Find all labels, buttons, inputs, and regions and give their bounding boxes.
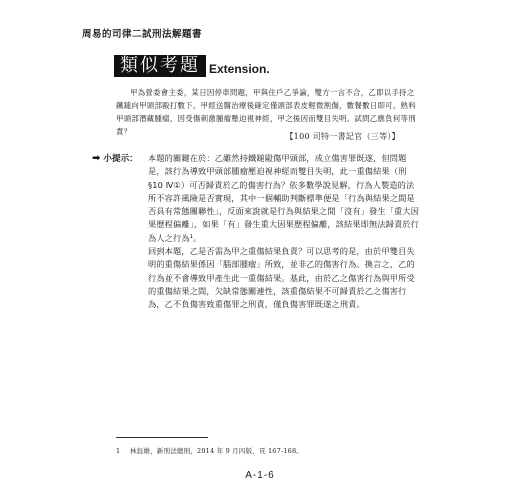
hint-paragraph-2: 回到本題，乙是否需為甲之重傷結果負責？可以思考的是，由於甲雙目失明的重傷結果係因「腦部腫瘤」所致，並非乙的傷害行為。換言之，乙的行為並不會導致甲產生此一重傷結果。基此，由於乙之傷害行為與甲所受的重傷結果之間，欠缺常態關連性，該重傷結果不可歸責於乙之傷害行為，乙不負傷害致重傷罪之刑責，僅負傷害罪既遂之刑責。 xyxy=(148,246,415,310)
footnote xyxy=(116,446,303,455)
footnote-text: 林鈺雄，新刑法總則，2014 年 9 月四版，頁 167-168。 xyxy=(130,447,304,455)
page-number: A-1-6 xyxy=(245,470,275,481)
section-title: 類似考題 xyxy=(114,55,206,77)
running-header: 周易的司律二試刑法解題書 xyxy=(82,29,203,40)
hint-label: 小提示： xyxy=(103,154,138,164)
arrow-icon: ➡ xyxy=(92,152,101,164)
section-title-row xyxy=(114,55,270,77)
hint-paragraph-1: 本題的關鍵在於：乙雖然持鐵鎚毆傷甲頭部，成立傷害罪既遂，但問題是，該行為導致甲頭部腫瘤壓迫視神經而雙目失明，此一重傷結果（刑 §10 Ⅳ①）可否歸責於乙的傷害行為？依多數學說見解，行為人製造的法所不容許風險是否實現，其中一個輔助判斷標準便是「行為與結果之間是否具有常態關聯性」，反面來說就是行為與結果之間「沒有」發生「重大因果歷程偏離」，如果「有」發生重大因果歷程偏離，該結果即無法歸責於行為人之行為¹。 xyxy=(148,153,420,243)
footnote-divider xyxy=(116,437,208,438)
question-source: 【100 司特一書記官（三等）】 xyxy=(285,132,400,141)
footnote-number: 1 xyxy=(116,447,121,455)
hint-body xyxy=(148,152,420,312)
hint-heading xyxy=(92,152,138,164)
question-text: 甲為營委會主委，某日因停車問題，甲與住戶乙爭論，雙方一言不合，乙即以手持之鐵鎚向甲頭部毆打數下。甲經送醫治療後確定僅頭部表皮輕微割傷，數餐數日即可。熟料甲頭部潛藏腫瘤，因受傷刺激腫瘤壓迫視神經，甲之後因而雙目失明。試問乙應負何等刑責？ xyxy=(116,88,416,136)
section-subtitle: Extension. xyxy=(209,62,270,76)
